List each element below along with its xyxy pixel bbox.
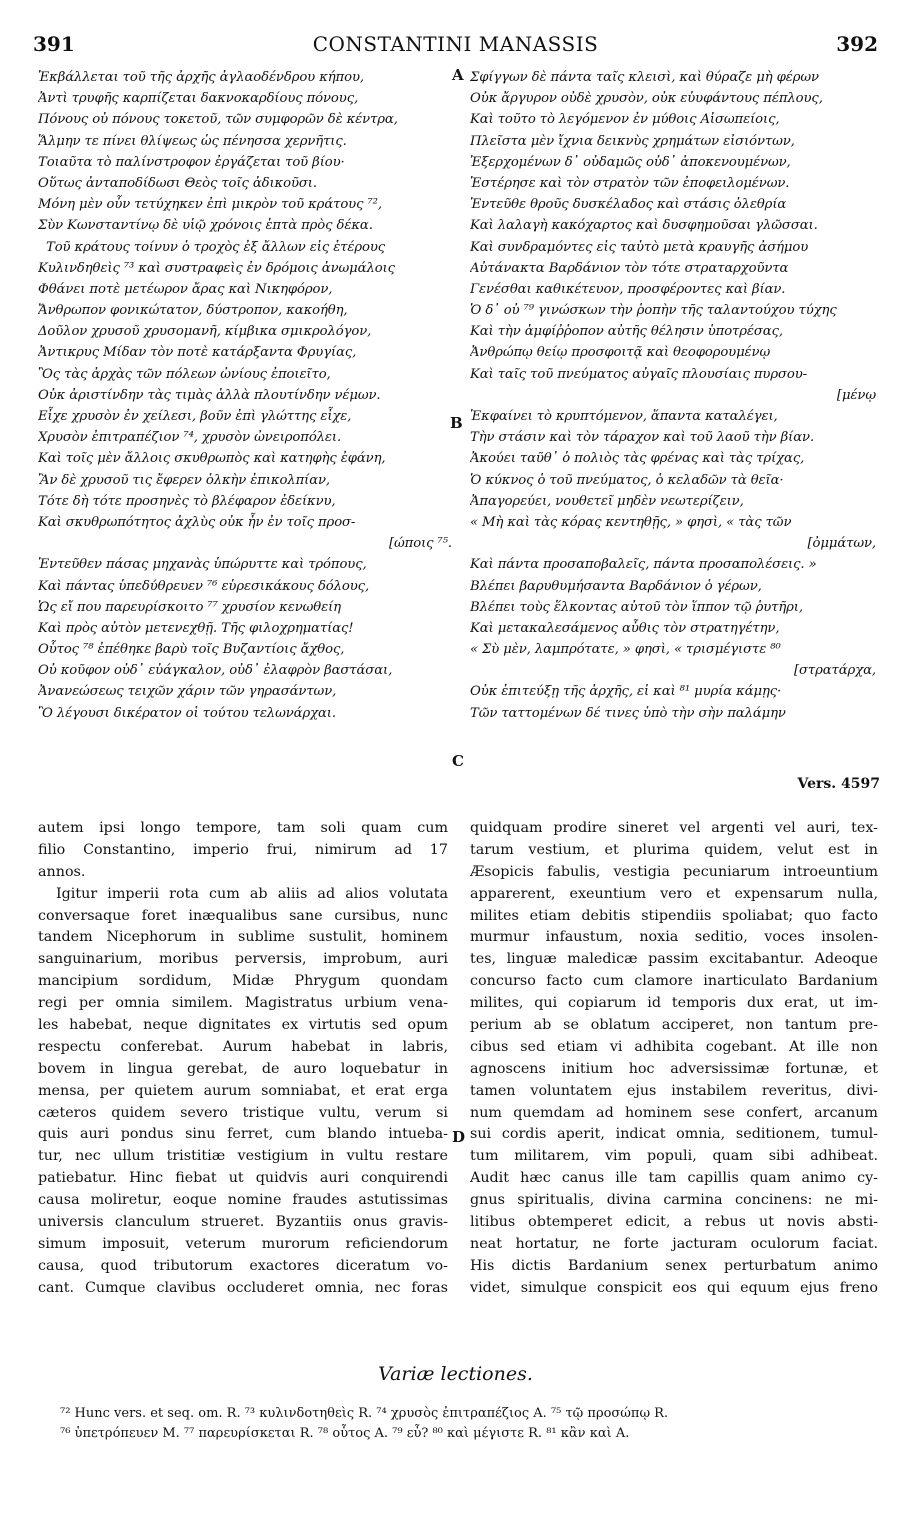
- margin-marker-d: D: [452, 1128, 466, 1146]
- greek-verse-line: Καὶ ταῖς τοῦ πνεύματος αὐγαῖς πλουσίαις πυρσου-: [470, 366, 807, 382]
- latin-text-line: quidquam prodire sineret vel argenti vel auri, tex-: [470, 820, 878, 836]
- footnote-line: ⁷² Hunc vers. et seq. om. R. ⁷³ κυλινδοτηθεὶς R. ⁷⁴ χρυσὸς ἐπιτραπέζιος A. ⁷⁵ τῷ προσώπῳ R.: [60, 1406, 669, 1421]
- latin-text-line: agnoscens initium hoc adversissimæ fortunæ, et: [470, 1060, 878, 1077]
- latin-text-line: annos.: [38, 863, 86, 880]
- greek-verse-line: Ἐντεῦθε θροῦς δυσκέλαδος καὶ στάσις ὀλεθρία: [470, 197, 787, 213]
- greek-verse-line: Πόνους οὐ πόνους τοκετοῦ, τῶν συμφορῶν δὲ κέντρα,: [38, 112, 398, 128]
- greek-verse-line: « Μὴ καὶ τὰς κόρας κεντηθῇς, » φησὶ, « τὰς τῶν: [470, 514, 792, 530]
- latin-text-line: causa moliretur, eoque nomine fraudes astutissimas: [38, 1192, 448, 1209]
- greek-verse-line: Εἶχε χρυσὸν ἐν χείλεσι, βοῦν ἐπὶ γλώττης εἶχε,: [38, 409, 352, 424]
- greek-verse-line: Καὶ τοῖς μὲν ἄλλοις σκυθρωπὸς καὶ κατηφὴς ἐφάνη,: [38, 451, 386, 467]
- greek-verse-line: [στρατάρχα,: [793, 663, 876, 679]
- greek-verse-line: Τοῦ κράτους τοίνυν ὁ τροχὸς ἐξ ἄλλων εἰς ἑτέρους: [46, 239, 386, 255]
- greek-verse-line: Μόνη μὲν οὖν τετύχηκεν ἐπὶ μικρὸν τοῦ κράτους ⁷²,: [38, 197, 382, 213]
- margin-marker-c: C: [452, 752, 464, 770]
- latin-text-line: mancipium sordidum, Midæ Phrygum quondam: [38, 973, 448, 990]
- greek-verse-line: Καὶ πάντας ὑπεδύθρευεν ⁷⁶ εὑρεσικάκους δόλους,: [38, 578, 370, 594]
- greek-verse-line: Οὐκ ἄργυρον οὐδὲ χρυσὸν, οὐκ εὐυφάντους πέπλους,: [470, 91, 823, 107]
- latin-text-line: universis clanculum strueret. Byzantiis onus gravis-: [38, 1214, 448, 1231]
- page-number-left: 391: [33, 32, 75, 56]
- greek-verse-line: [ὀμμάτων,: [807, 536, 876, 552]
- latin-text-line: murmur infaustum, noxia seditio, voces insolen-: [470, 929, 878, 946]
- latin-text-line: tum militarem, vim populi, quam sibi adhibeat.: [470, 1148, 878, 1165]
- latin-text-line: Audit hæc canus ille tam capillis quam animo cy-: [470, 1170, 878, 1187]
- greek-verse-line: Ἅλμην τε πίνει θλίψεως ὡς πένησσα χερνῆτις.: [38, 133, 347, 149]
- greek-verse-line: Ἀντὶ τρυφῆς καρπίζεται δακνοκαρδίους πόνους,: [38, 91, 359, 107]
- latin-text-line: sui cordis aperit, indicat omnia, seditionem, tumul-: [470, 1126, 878, 1143]
- greek-verse-line: Καὶ πάντα προσαποβαλεῖς, πάντα προσαπολέσεις. »: [470, 557, 817, 573]
- latin-text-line: tur, nec ullum tristitiæ vestigium in vultu restare: [38, 1148, 448, 1165]
- greek-verse-line: Καὶ λαλαγὴ κακόχαρτος καὶ δυσφημοῦσαι γλῶσσαι.: [470, 218, 818, 234]
- greek-verse-line: [ώποις ⁷⁵.: [388, 536, 452, 552]
- greek-verse-line: Κυλινδηθεὶς ⁷³ καὶ συστραφεὶς ἐν δρόμοις ἀνωμάλοις: [38, 260, 395, 276]
- footnotes: [60, 1404, 880, 1444]
- latin-text-line: patiebatur. Hinc fiebat ut quidvis auri conquirendi: [38, 1170, 448, 1187]
- greek-verse-line: Ὁ δ᾿ οὐ ⁷⁹ γινώσκων τὴν ῥοπὴν τῆς ταλαντούχου τύχης: [470, 303, 837, 319]
- greek-verse-line: Βλέπει τοὺς ἕλκοντας αὐτοῦ τὸν ἵππον τῷ ῥυτῆρι,: [470, 599, 803, 615]
- greek-verse-line: Οὕτως ἀνταποδίδωσι Θεὸς τοῖς ἀδικοῦσι.: [38, 175, 317, 191]
- latin-text-line: filio Constantino, imperio frui, nimirum ad 17: [38, 841, 448, 858]
- greek-text-right-column: [470, 67, 882, 724]
- latin-text-line: gnus spiritualis, divina carmina concinens: ne mi-: [470, 1192, 878, 1209]
- greek-text-left-column: [38, 67, 458, 724]
- latin-translation-left-column: [38, 818, 448, 1300]
- greek-verse-line: Σφίγγων δὲ πάντα ταῖς κλεισὶ, καὶ θύραζε μὴ φέρων: [470, 70, 819, 85]
- latin-text-line: perium ab se oblatum acciperet, non tantum pre-: [470, 1017, 878, 1034]
- margin-marker-a: A: [452, 66, 464, 84]
- greek-verse-line: Γενέσθαι καθικέτευον, προσφέροντες καὶ βίαν.: [470, 281, 786, 297]
- greek-verse-line: Τὴν στάσιν καὶ τὸν τάραχον καὶ τοῦ λαοῦ τὴν βίαν.: [470, 430, 815, 446]
- latin-text-line: bovem in lingua gerebat, de auro loquebatur in: [38, 1060, 448, 1077]
- greek-verse-line: Καὶ τὴν ἀμφίῤῥοπον αὐτῆς θέλησιν ὑποτρέσας,: [470, 324, 783, 340]
- latin-text-line: num quemdam ad hominem sese confert, arcanum: [470, 1104, 878, 1121]
- greek-verse-line: Καὶ τοῦτο τὸ λεγόμενον ἐν μύθοις Αἰσωπείοις,: [470, 112, 780, 128]
- verse-number: Vers. 4597: [797, 776, 880, 792]
- latin-text-line: tarum vestium, et plurima quidem, velut est in: [470, 841, 878, 858]
- greek-verse-line: Ἐκφαίνει τὸ κρυπτόμενον, ἅπαντα καταλέγει,: [470, 409, 778, 424]
- running-title: CONSTANTINI MANASSIS: [312, 32, 599, 56]
- latin-text-line: les habebat, neque dignitates ex virtutis sed opum: [38, 1017, 448, 1034]
- greek-verse-line: « Σὺ μὲν, λαμπρότατε, » φησὶ, « τρισμέγιστε ⁸⁰: [470, 642, 781, 658]
- greek-verse-line: Τοιαῦτα τὸ παλίνστροφον ἐργάζεται τοῦ βίου·: [38, 154, 345, 170]
- greek-verse-line: [μένῳ: [836, 387, 876, 403]
- latin-text-line: mensa, per quietem aurum somniabat, et erat erga: [38, 1082, 448, 1099]
- latin-text-line: tamen voluntatem ejus instabilem reveritus, divi-: [470, 1082, 878, 1099]
- latin-text-line: Æsopicis fabulis, vestigia pecuniarum introeuntium: [470, 863, 878, 880]
- latin-text-line: concurso facto cum clamore inarticulato Bardanium: [470, 973, 878, 990]
- greek-verse-line: Ἐκβάλλεται τοῦ τῆς ἀρχῆς ἀγλαοδένδρου κήπου,: [38, 70, 364, 85]
- latin-text-line: quis auri pondus sinu ferret, cum blando intueba-: [38, 1126, 448, 1143]
- latin-text-line: apparerent, exeuntium vero et expensarum nulla,: [470, 885, 878, 902]
- greek-verse-line: Βλέπει βαρυθυμήσαντα Βαρδάνιον ὁ γέρων,: [470, 578, 762, 594]
- page-number-right: 392: [836, 32, 878, 56]
- latin-text-line: tandem Nicephorum in sublime sustulit, hominem: [38, 929, 448, 946]
- greek-verse-line: Ἀπαγορεύει, νουθετεῖ μηδὲν νεωτερίζειν,: [470, 493, 744, 509]
- latin-text-line: sanguinarium, moribus perversis, improbum, auri: [38, 951, 448, 968]
- greek-verse-line: Οὗτος ⁷⁸ ἐπέθηκε βαρὺ τοῖς Βυζαντίοις ἄχθος,: [38, 642, 345, 658]
- greek-verse-line: Ἐστέρησε καὶ τὸν στρατὸν τῶν ἐποφειλομένων.: [470, 175, 790, 191]
- variae-lectiones-heading: Variæ lectiones.: [378, 1363, 533, 1385]
- greek-verse-line: Οὐ κοῦφον οὐδ᾿ εὐάγκαλον, οὐδ᾿ ἐλαφρὸν βαστάσαι,: [38, 663, 393, 679]
- greek-verse-line: Ἀνθρώπῳ θείῳ προσφοιτᾷ καὶ θεοφορουμένῳ: [470, 345, 771, 361]
- latin-text-line: Igitur imperii rota cum ab aliis ad alios volutata: [56, 885, 448, 902]
- latin-text-line: cibus sed etiam vi adhibita cogebant. At ille non: [470, 1038, 878, 1055]
- greek-verse-line: Τότε δὴ τότε προσηνὲς τὸ βλέφαρον ἐδείκνυ,: [38, 493, 336, 509]
- greek-verse-line: Ἂν δὲ χρυσοῦ τις ἔφερεν ὁλκὴν ἐπικολπίαν,: [38, 472, 331, 488]
- greek-verse-line: Ἀνανεώσεως τειχῶν χάριν τῶν γηρασάντων,: [38, 684, 337, 700]
- latin-text-line: neat hortatur, ne forte jacturam oculorum faciat.: [470, 1235, 878, 1252]
- greek-verse-line: Φθάνει ποτὲ μετέωρον ἄρας καὶ Νικηφόρον,: [38, 281, 333, 297]
- latin-text-line: His dictis Bardanium senex perturbatum animo: [470, 1257, 878, 1274]
- latin-text-line: videt, simulque conspicit eos qui equum ejus freno: [470, 1279, 878, 1296]
- greek-verse-line: Οὐκ ἀριστίνδην τὰς τιμὰς ἀλλὰ πλουτίνδην νέμων.: [38, 387, 381, 403]
- greek-verse-line: Οὐκ ἐπιτεύξῃ τῆς ἀρχῆς, εἰ καὶ ⁸¹ μυρία κάμῃς·: [470, 684, 782, 700]
- latin-text-line: cæteros quidem severo tristique vultu, verum si: [38, 1104, 448, 1121]
- latin-text-line: regi per omnia similem. Magistratus urbium vena-: [38, 995, 448, 1012]
- margin-marker-b: B: [450, 414, 463, 432]
- latin-text-line: autem ipsi longo tempore, tam soli quam cum: [38, 820, 448, 836]
- latin-text-line: milites, qui copiarum id temporis dux erat, ut im-: [470, 995, 878, 1012]
- greek-verse-line: Ὁ κύκνος ὁ τοῦ πνεύματος, ὁ κελαδῶν τὰ θεῖα·: [470, 472, 784, 488]
- greek-verse-line: Σὺν Κωνσταντίνῳ δὲ υἱῷ χρόνοις ἑπτὰ πρὸς δέκα.: [38, 218, 373, 234]
- greek-verse-line: Πλεῖστα μὲν ἴχνια δεικνὺς χρημάτων εἰσιόντων,: [470, 133, 795, 149]
- greek-verse-line: Καὶ πρὸς αὐτὸν μετενεχθῇ. Τῆς φιλοχρηματίας!: [38, 620, 354, 636]
- greek-verse-line: Καὶ συνδραμόντες εἰς ταὐτὸ μετὰ κραυγῆς ἀσήμου: [470, 239, 809, 255]
- greek-verse-line: Τῶν ταττομένων δέ τινες ὑπὸ τὴν σὴν παλάμην: [470, 705, 786, 721]
- latin-text-line: litibus obtemperet edicit, a rebus ut novis absti-: [470, 1214, 878, 1231]
- greek-verse-line: Χρυσὸν ἐπιτραπέζιον ⁷⁴, χρυσὸν ὠνειροπόλει.: [38, 430, 342, 446]
- page-header: [33, 32, 878, 56]
- latin-translation-right-column: [470, 818, 878, 1300]
- greek-verse-line: Ἀντικρυς Μίδαν τὸν ποτὲ κατάρξαντα Φρυγίας,: [38, 345, 357, 361]
- latin-text-line: conversaque foret inæqualibus sane cursibus, nunc: [38, 907, 448, 924]
- greek-verse-line: Ἐντεῦθεν πάσας μηχανὰς ὑπώρυττε καὶ τρόπους,: [38, 557, 367, 573]
- latin-text-line: respectu conferebat. Aurum habebat in labris,: [38, 1038, 448, 1055]
- greek-verse-line: Αὐτάνακτα Βαρδάνιον τὸν τότε στραταρχοῦντα: [470, 260, 789, 276]
- greek-verse-line: Ὃς τὰς ἀρχὰς τῶν πόλεων ὠνίους ἐποιεῖτο,: [38, 366, 331, 382]
- greek-verse-line: Ἄνθρωπον φονικώτατον, δύστροπον, κακοήθη,: [38, 303, 348, 319]
- greek-verse-line: Καὶ σκυθρωπότητος ἀχλὺς οὐκ ἦν ἐν τοῖς προσ-: [38, 514, 356, 530]
- greek-verse-line: Ὃ λέγουσι δικέρατον οἱ τούτου τελωνάρχαι.: [38, 705, 336, 721]
- greek-verse-line: Ἐξερχομένων δ᾿ οὐδαμῶς οὐδ᾿ ἀποκενουμένων,: [470, 154, 791, 170]
- latin-text-line: milites etiam debitis stipendiis spoliabat; quo facto: [470, 907, 878, 924]
- greek-verse-line: Δοῦλον χρυσοῦ χρυσομανῆ, κίμβικα σμικρολόγον,: [38, 324, 372, 340]
- latin-text-line: simum imposuit, veterum murorum reficiendorum: [38, 1235, 448, 1252]
- latin-text-line: causa, quod tributorum exactores diceratum vo-: [38, 1257, 448, 1274]
- greek-verse-line: Ὡς εἴ που παρευρίσκοιτο ⁷⁷ χρυσίον κενωθείη: [38, 599, 341, 615]
- greek-verse-line: Ἀκούει ταῦθ᾿ ὁ πολιὸς τὰς φρένας καὶ τὰς τρίχας,: [470, 451, 805, 467]
- footnote-line: ⁷⁶ ὑπετρόπευεν M. ⁷⁷ παρευρίσκεται R. ⁷⁸ οὗτος A. ⁷⁹ εὖ? ⁸⁰ καὶ μέγιστε R. ⁸¹ κἂν καὶ A.: [60, 1426, 630, 1441]
- latin-text-line: cant. Cumque clavibus occluderet omnia, nec foras: [38, 1279, 448, 1296]
- greek-verse-line: Καὶ μετακαλεσάμενος αὖθις τὸν στρατηγέτην,: [470, 620, 780, 636]
- latin-text-line: tes, linguæ maledicæ passim excitabantur. Adeoque: [470, 951, 878, 968]
